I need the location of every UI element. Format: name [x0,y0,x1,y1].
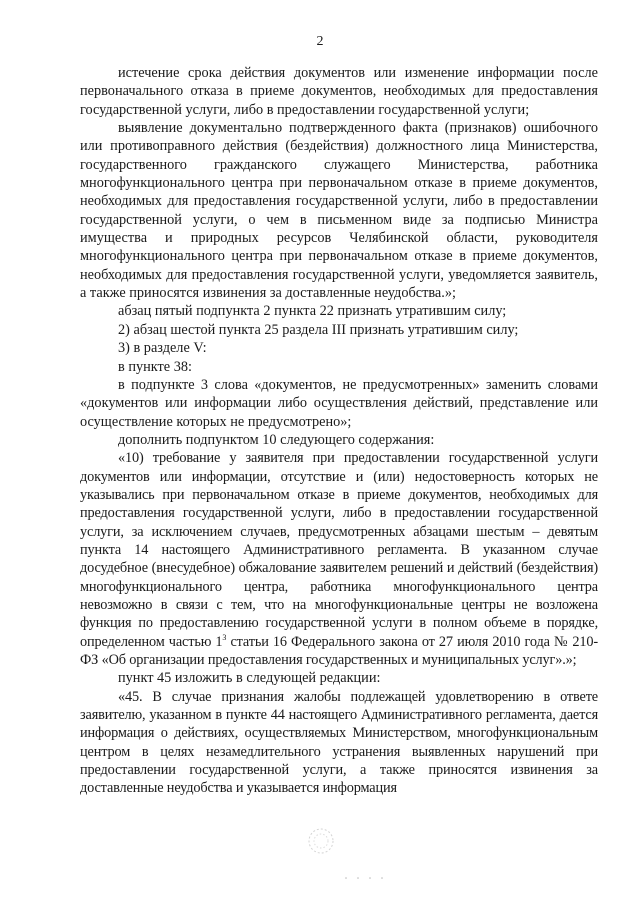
paragraph-expiry-condition: истечение срока действия документов или изменение информации после первоначального отказа в приеме документов, необходимых для предоставления государственной услуги, либо в предоставлении государственной услуги; [80,65,598,118]
paragraph-section-5: 3) в разделе V: [118,340,207,357]
subclause-10-text-main: «10) требование у заявителя при предоставлении государственной услуги документов или информации, отсутствие и (или) недостоверность которых не указывались при первоначальном отказе в приеме документов, необходимых для предоставления государственной услуги, либо в предоставлении государственной услуги, за исключением случаев, предусмотренных абзацами шестым – девятым пункта 14 настоящего Административного регламента. В указанном случае досудебное (внесудебное) обжалование заявителем решений и действий (бездействия) многофункционального центра, работника многофункционального центра невозможно в связи с тем, что на многофункциональные центры не возложена функция по предоставлению государственной услуги в полном объеме в порядке, определенном частью 1 [80,450,598,650]
paragraph-add-subclause-10: дополнить подпунктом 10 следующего содержания: [118,431,435,448]
document-body [80,64,598,798]
faint-seal-stamp [306,826,336,856]
paragraph-clause-45-text: «45. В случае признания жалобы подлежащей удовлетворению в ответе заявителю, указанном в пункте 44 настоящего Административного регламента, дается информация о действиях, осуществляемых Министерством, многофункциональным центром в целях незамедлительного устранения выявленных нарушений при предоставлении государственной услуги, а также приносятся извинения за доставленные неудобства и указывается информация [80,688,598,797]
paragraph-error-detection: выявление документально подтвержденного факта (признаков) ошибочного или противоправного действия (бездействия) должностного лица Министерства, государственного гражданского служащего Министерства, работника многофункционального центра при первоначальном отказе в приеме документов, необходимых для предоставления государственной услуги, либо в предоставлении государственной услуги, о чем в письменном виде за подписью Министра имущества и природных ресурсов Челябинской области, руководителя многофункционального центра при первоначальном отказе в приеме документов, необходимых для предоставления государственной услуги, уведомляется заявитель, а также приносятся извинения за доставленные неудобства.»; [80,120,598,302]
paragraph-clause-25-repeal: 2) абзац шестой пункта 25 раздела III признать утратившим силу; [118,321,519,338]
superscript-part-index: 3 [222,632,227,642]
paragraph-clause-45-intro: пункт 45 изложить в следующей редакции: [118,670,381,687]
paragraph-subclause-10-text [80,449,598,669]
paragraph-clause-38: в пункте 38: [118,358,192,375]
paragraph-clause-22-repeal: абзац пятый подпункта 2 пункта 22 признать утратившим силу; [118,303,507,320]
scan-artifact-dots [344,876,384,880]
paragraph-subclause-3-replace: в подпункте 3 слова «документов, не предусмотренных» заменить словами «документов или информации либо осуществления действий, представление или осуществление которых не предусмотрено»; [80,376,598,430]
page-number: 2 [316,34,324,49]
subclause-10-text-end: статьи 16 Федерального закона от 27 июля 2010 года № 210-ФЗ «Об организации предоставления государственных и муниципальных услуг».»; [80,633,598,668]
